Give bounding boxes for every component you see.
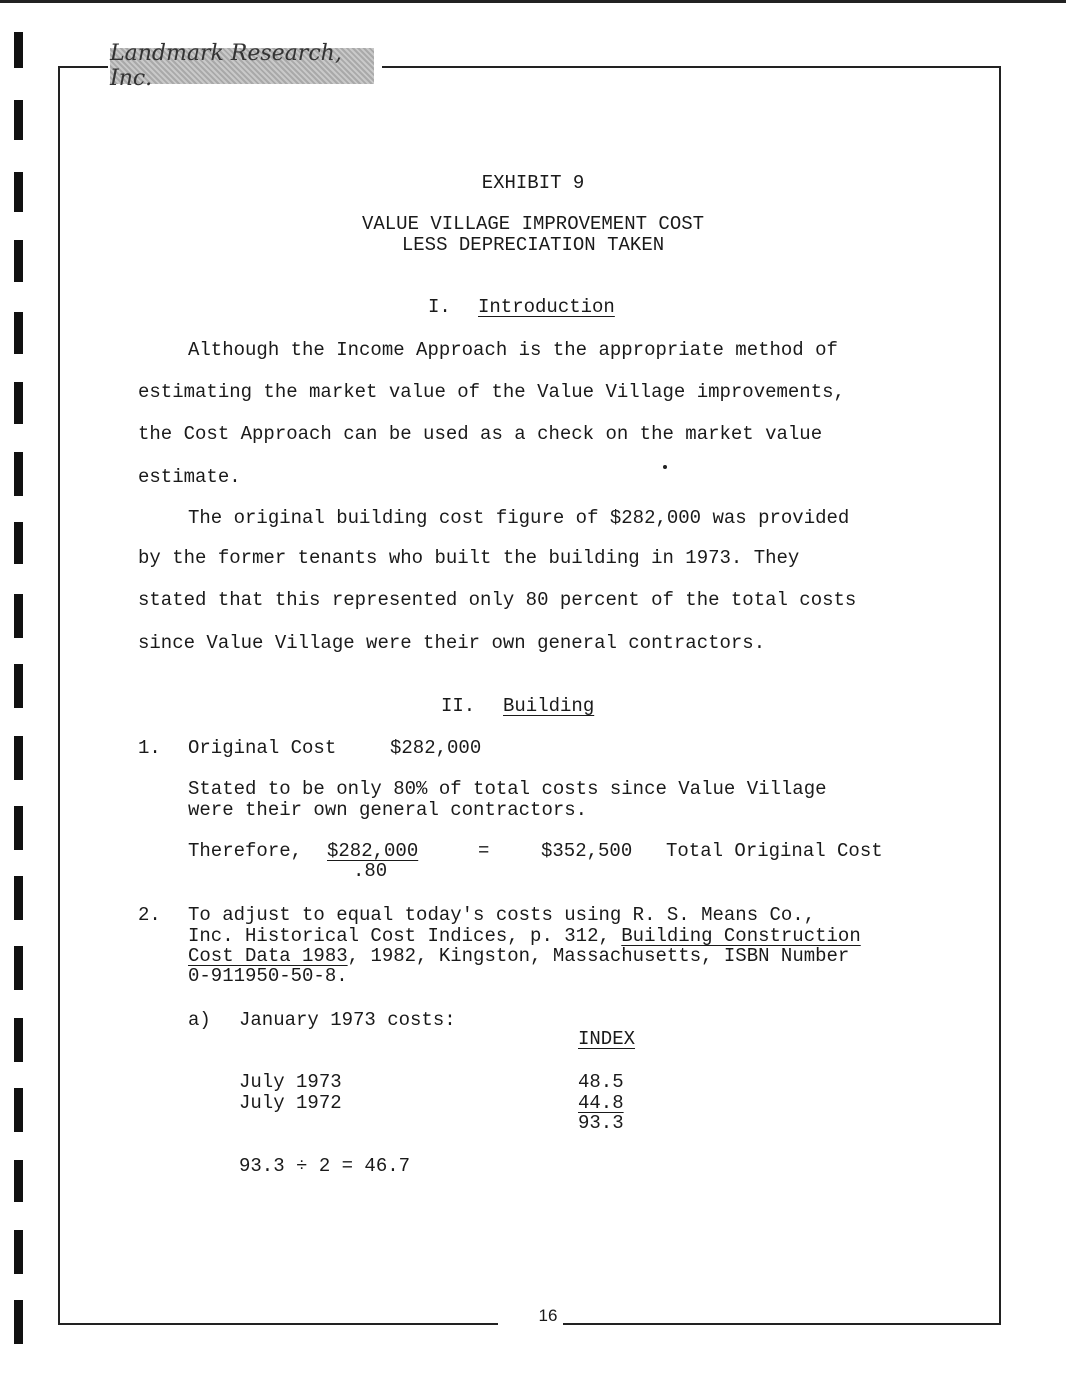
section-numeral: I.: [428, 296, 451, 318]
sub-label: a): [188, 1009, 211, 1031]
exhibit-label: EXHIBIT 9: [481, 172, 585, 194]
binder-bar: [14, 1088, 23, 1132]
item-text: , 1982, Kingston, Massachusetts, ISBN Number: [347, 945, 850, 967]
index-sum: 93.3: [578, 1112, 624, 1134]
binder-bar: [14, 736, 23, 780]
title-line-1: VALUE VILLAGE IMPROVEMENT COST: [361, 213, 705, 235]
binder-bar: [14, 312, 23, 354]
paragraph-line: the Cost Approach can be used as a check on the market value: [138, 423, 823, 445]
result-value: $352,500: [541, 840, 633, 862]
frame-border: [58, 1323, 498, 1325]
frame-border: [382, 66, 1001, 68]
item-number: 2.: [138, 904, 161, 926]
equals-sign: =: [478, 840, 490, 862]
item-text-line: To adjust to equal today's costs using R. S. Means Co.,: [188, 904, 816, 926]
fraction-denominator: .80: [353, 860, 388, 882]
binder-bar: [14, 522, 23, 564]
paragraph-line: The original building cost figure of $282,000 was provided: [188, 507, 850, 529]
index-row-label: July 1973: [239, 1071, 342, 1093]
section-heading: Introduction: [478, 296, 615, 318]
binder-bar: [14, 946, 23, 990]
note-line: Stated to be only 80% of total costs since Value Village: [188, 778, 827, 800]
binder-bar: [14, 1160, 23, 1202]
index-row-value: 44.8: [578, 1092, 624, 1114]
binder-bar: [14, 1300, 23, 1344]
item-label: Original Cost: [188, 737, 337, 759]
book-title: Cost Data 1983: [188, 945, 348, 967]
binder-bar: [14, 1230, 23, 1274]
index-header: INDEX: [578, 1028, 636, 1050]
item-text-line: [188, 925, 861, 947]
note-line: were their own general contractors.: [188, 799, 588, 821]
item-value: $282,000: [390, 737, 482, 759]
paragraph-line: Although the Income Approach is the appropriate method of: [188, 339, 838, 361]
sub-text: January 1973 costs:: [239, 1009, 456, 1031]
calculation: 93.3 ÷ 2 = 46.7: [239, 1155, 411, 1177]
logo-text: Landmark Research, Inc.: [110, 41, 342, 91]
section-numeral: II.: [441, 695, 476, 717]
binder-bar: [14, 382, 23, 424]
index-row-label: July 1972: [239, 1092, 342, 1114]
section-heading: Building: [503, 695, 595, 717]
paragraph-line: stated that this represented only 80 percent of the total costs: [138, 589, 857, 611]
paragraph-line: estimate.: [138, 466, 241, 488]
book-title: Building Construction: [621, 925, 861, 947]
binder-bar: [14, 452, 23, 496]
paragraph-line: estimating the market value of the Value Village improvements,: [138, 381, 845, 403]
binder-bar: [14, 876, 23, 920]
stray-mark: [663, 465, 667, 469]
scan-top-edge: [0, 0, 1066, 3]
company-logo: [110, 41, 374, 91]
binder-bar: [14, 664, 23, 708]
binder-bar: [14, 32, 23, 68]
result-label: Total Original Cost: [666, 840, 883, 862]
item-text-line: 0-911950-50-8.: [188, 965, 348, 987]
frame-border: [563, 1323, 1001, 1325]
binder-bar: [14, 100, 23, 140]
binder-bar: [14, 1018, 23, 1062]
binder-bar: [14, 594, 23, 638]
item-number: 1.: [138, 737, 161, 759]
page-number: 16: [538, 1306, 558, 1325]
index-row-value: 48.5: [578, 1071, 624, 1093]
item-text: Inc. Historical Cost Indices, p. 312,: [188, 925, 622, 947]
fraction-numerator: $282,000: [327, 840, 419, 862]
title-line-2: LESS DEPRECIATION TAKEN: [401, 234, 665, 256]
paragraph-line: since Value Village were their own general contractors.: [138, 632, 766, 654]
paragraph-line: by the former tenants who built the building in 1973. They: [138, 547, 800, 569]
binder-bar: [14, 806, 23, 850]
item-text-line: [188, 945, 849, 967]
frame-border: [58, 66, 108, 68]
therefore-label: Therefore,: [188, 840, 303, 862]
